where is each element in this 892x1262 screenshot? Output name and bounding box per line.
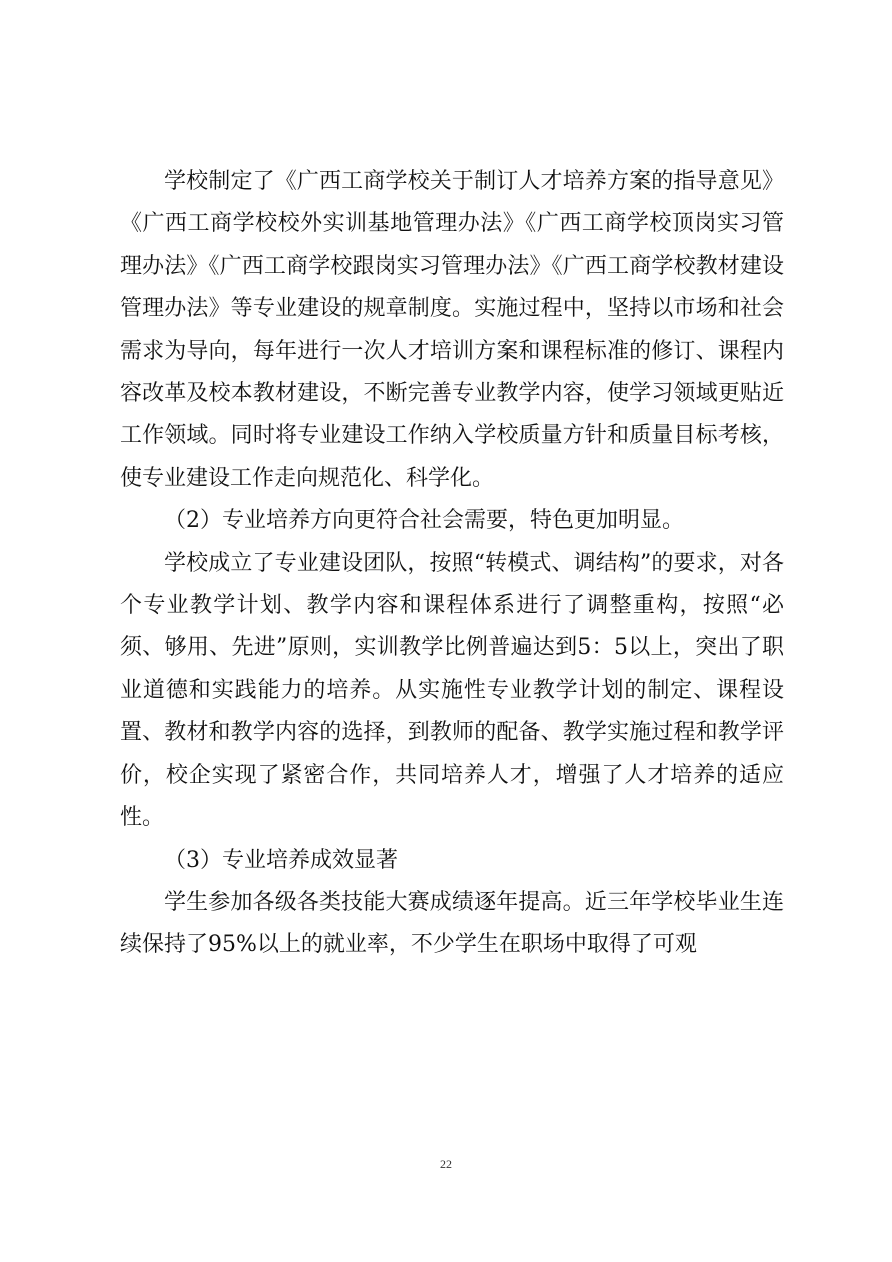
paragraph-team: 学校成立了专业建设团队，按照“转模式、调结构”的要求，对各个专业教学计划、教学内容和课程体系进行了调整重构，按照“必须、够用、先进”原则，实训教学比例普遍达到5：5以上，突出了职业道德和实践能力的培养。从实施性专业教学计划的制定、课程设置、教材和教学内容的选择，到教师的配备、教学实施过程和教学评价，校企实现了紧密合作，共同培养人才，增强了人才培养的适应性。: [120, 550, 784, 831]
section-heading-3: （3）专业培养成效显著: [164, 847, 398, 873]
page-number: 22: [440, 1157, 452, 1171]
section-heading-2: （2）专业培养方向更符合社会需要，特色更加明显。: [164, 508, 684, 534]
document-body: [120, 161, 784, 967]
paragraph-results: 学生参加各级各类技能大赛成绩逐年提高。近三年学校毕业生连续保持了95%以上的就业率，不少学生在职场中取得了可观: [120, 889, 784, 958]
paragraph-regulations: 学校制定了《广西工商学校关于制订人才培养方案的指导意见》《广西工商学校校外实训基地管理办法》《广西工商学校顶岗实习管理办法》《广西工商学校跟岗实习管理办法》《广西工商学校教材建设管理办法》等专业建设的规章制度。实施过程中，坚持以市场和社会需求为导向，每年进行一次人才培训方案和课程标准的修订、课程内容改革及校本教材建设，不断完善专业教学内容，使学习领域更贴近工作领域。同时将专业建设工作纳入学校质量方针和质量目标考核，使专业建设工作走向规范化、科学化。: [120, 169, 784, 491]
